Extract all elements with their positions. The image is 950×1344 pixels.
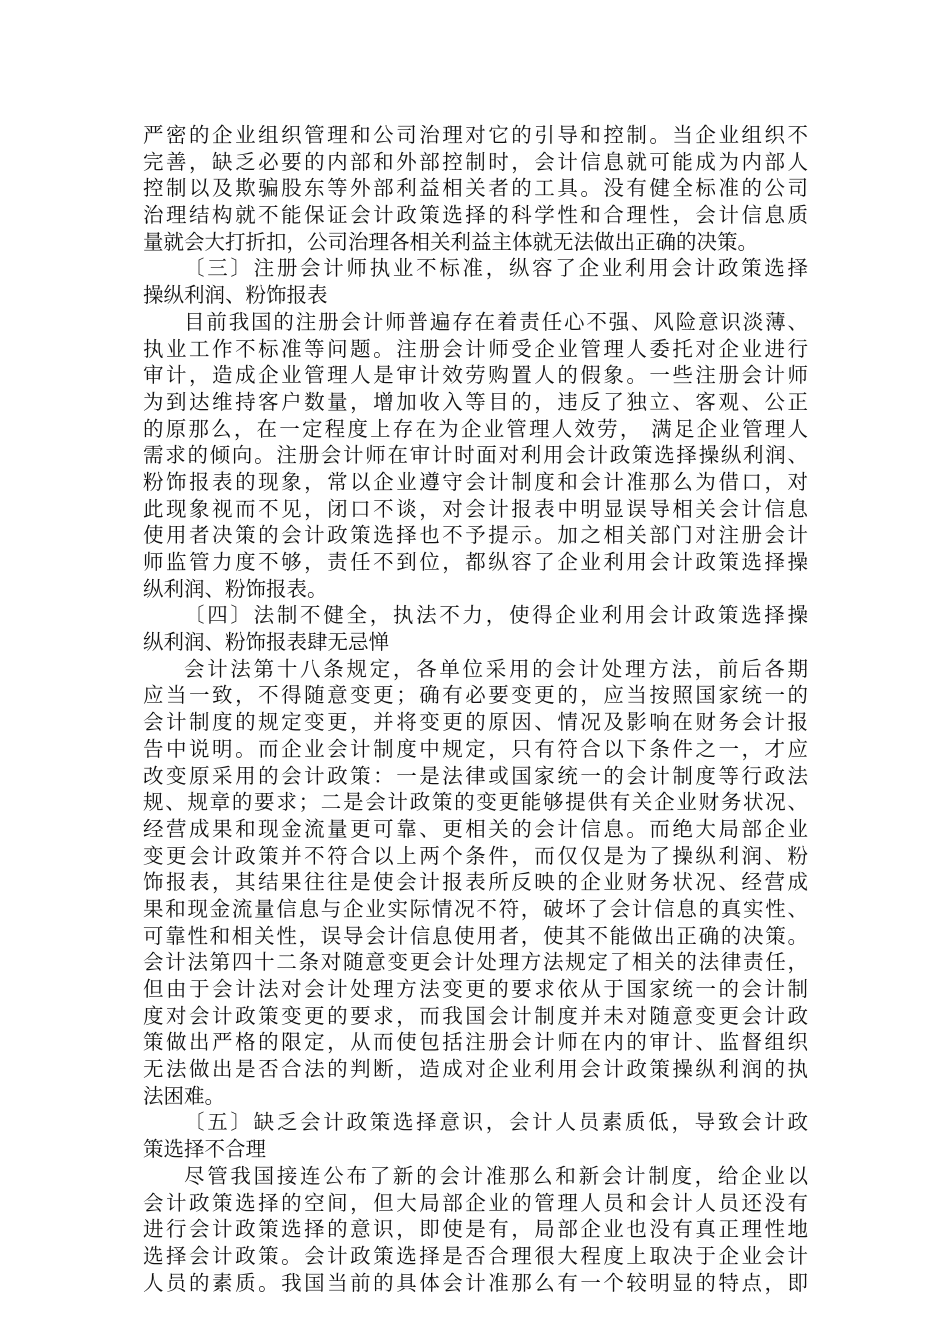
text-line: 会计法第四十二条对随意变更会计处理方法规定了相关的法律责任， — [143, 950, 808, 975]
text-line: 操纵利润、粉饰报表 — [143, 283, 328, 308]
text-line: 量就会大打折扣，公司治理各相关利益主体就无法做出正确的决策。 — [143, 229, 758, 254]
text-line: 师监管力度不够，责任不到位，都纵容了企业利用会计政策选择操 — [143, 550, 808, 574]
text-line: 法困难。 — [143, 1083, 225, 1108]
text-line: 尽管我国接连公布了新的会计准那么和新会计制度，给企业以 — [184, 1163, 808, 1188]
text-line: 需求的倾向。注册会计师在审计时面对利用会计政策选择操纵利润、 — [143, 443, 808, 468]
text-line: 〔三〕注册会计师执业不标准，纵容了企业利用会计政策选择 — [184, 256, 808, 281]
text-line: 果和现金流量信息与企业实际情况不符，破坏了会计信息的真实性、 — [143, 896, 808, 921]
text-line: 〔五〕缺乏会计政策选择意识，会计人员素质低，导致会计政 — [184, 1110, 808, 1135]
text-line: 选择会计政策。会计政策选择是否合理很大程度上取决于企业会计 — [143, 1243, 808, 1268]
text-line: 纵利润、粉饰报表。 — [143, 576, 328, 601]
text-line: 的原那么，在一定程度上存在为企业管理人效劳， 满足企业管理人 — [143, 416, 808, 441]
text-line: 进行会计政策选择的意识，即使是有，局部企业也没有真正理性地 — [143, 1217, 808, 1242]
text-line: 会计制度的规定变更，并将变更的原因、情况及影响在财务会计报 — [143, 710, 808, 735]
text-line: 可靠性和相关性，误导会计信息使用者，使其不能做出正确的决策。 — [143, 923, 808, 948]
text-line: 会计法第十八条规定，各单位采用的会计处理方法，前后各期 — [184, 656, 808, 681]
text-line: 经营成果和现金流量更可靠、更相关的会计信息。而绝大局部企业 — [143, 816, 808, 841]
text-line: 为到达维持客户数量，增加收入等目的，违反了独立、客观、公正 — [143, 389, 808, 414]
text-line: 执业工作不标准等问题。注册会计师受企业管理人委托对企业进行 — [143, 336, 808, 361]
text-line: 此现象视而不见，闭口不谈，对会计报表中明显误导相关会计信息 — [143, 496, 808, 521]
text-line: 告中说明。而企业会计制度中规定，只有符合以下条件之一，才应 — [143, 736, 808, 761]
text-line: 控制以及欺骗股东等外部利益相关者的工具。没有健全标准的公司 — [143, 176, 808, 201]
text-line: 〔四〕法制不健全，执法不力，使得企业利用会计政策选择操 — [184, 603, 808, 628]
text-line: 完善，缺乏必要的内部和外部控制时，会计信息就可能成为内部人 — [143, 149, 808, 174]
text-line: 粉饰报表的现象，常以企业遵守会计制度和会计准那么为借口，对 — [143, 469, 808, 494]
text-line: 规、规章的要求；二是会计政策的变更能够提供有关企业财务状况、 — [143, 790, 808, 815]
text-line: 度对会计政策变更的要求，而我国会计制度并未对随意变更会计政 — [143, 1003, 808, 1028]
text-line: 纵利润、粉饰报表肆无忌惮 — [143, 630, 389, 655]
text-line: 目前我国的注册会计师普遍存在着责任心不强、风险意识淡薄、 — [184, 309, 808, 334]
text-line: 策选择不合理 — [143, 1137, 266, 1162]
text-line: 应当一致，不得随意变更；确有必要变更的，应当按照国家统一的 — [143, 683, 808, 708]
text-line: 严密的企业组织管理和公司治理对它的引导和控制。当企业组织不 — [143, 123, 808, 147]
text-line: 变更会计政策并不符合以上两个条件，而仅仅是为了操纵利润、粉 — [143, 843, 808, 868]
text-line: 策做出严格的限定，从而使包括注册会计师在内的审计、监督组织 — [143, 1030, 808, 1055]
text-line: 无法做出是否合法的判断，造成对企业利用会计政策操纵利润的执 — [143, 1057, 808, 1082]
text-line: 使用者决策的会计政策选择也不予提示。加之相关部门对注册会计 — [143, 523, 808, 548]
document-body — [143, 122, 808, 1296]
text-line: 但由于会计法对会计处理方法变更的要求依从于国家统一的会计制 — [143, 977, 808, 1001]
text-line: 人员的素质。我国当前的具体会计准那么有一个较明显的特点，即 — [143, 1270, 808, 1295]
text-line: 审计，造成企业管理人是审计效劳购置人的假象。一些注册会计师 — [143, 363, 808, 388]
text-line: 会计政策选择的空间，但大局部企业的管理人员和会计人员还没有 — [143, 1190, 808, 1215]
text-line: 饰报表，其结果往往是使会计报表所反映的企业财务状况、经营成 — [143, 870, 808, 895]
text-line: 改变原采用的会计政策：一是法律或国家统一的会计制度等行政法 — [143, 763, 808, 788]
text-line: 治理结构就不能保证会计政策选择的科学性和合理性，会计信息质 — [143, 203, 808, 228]
